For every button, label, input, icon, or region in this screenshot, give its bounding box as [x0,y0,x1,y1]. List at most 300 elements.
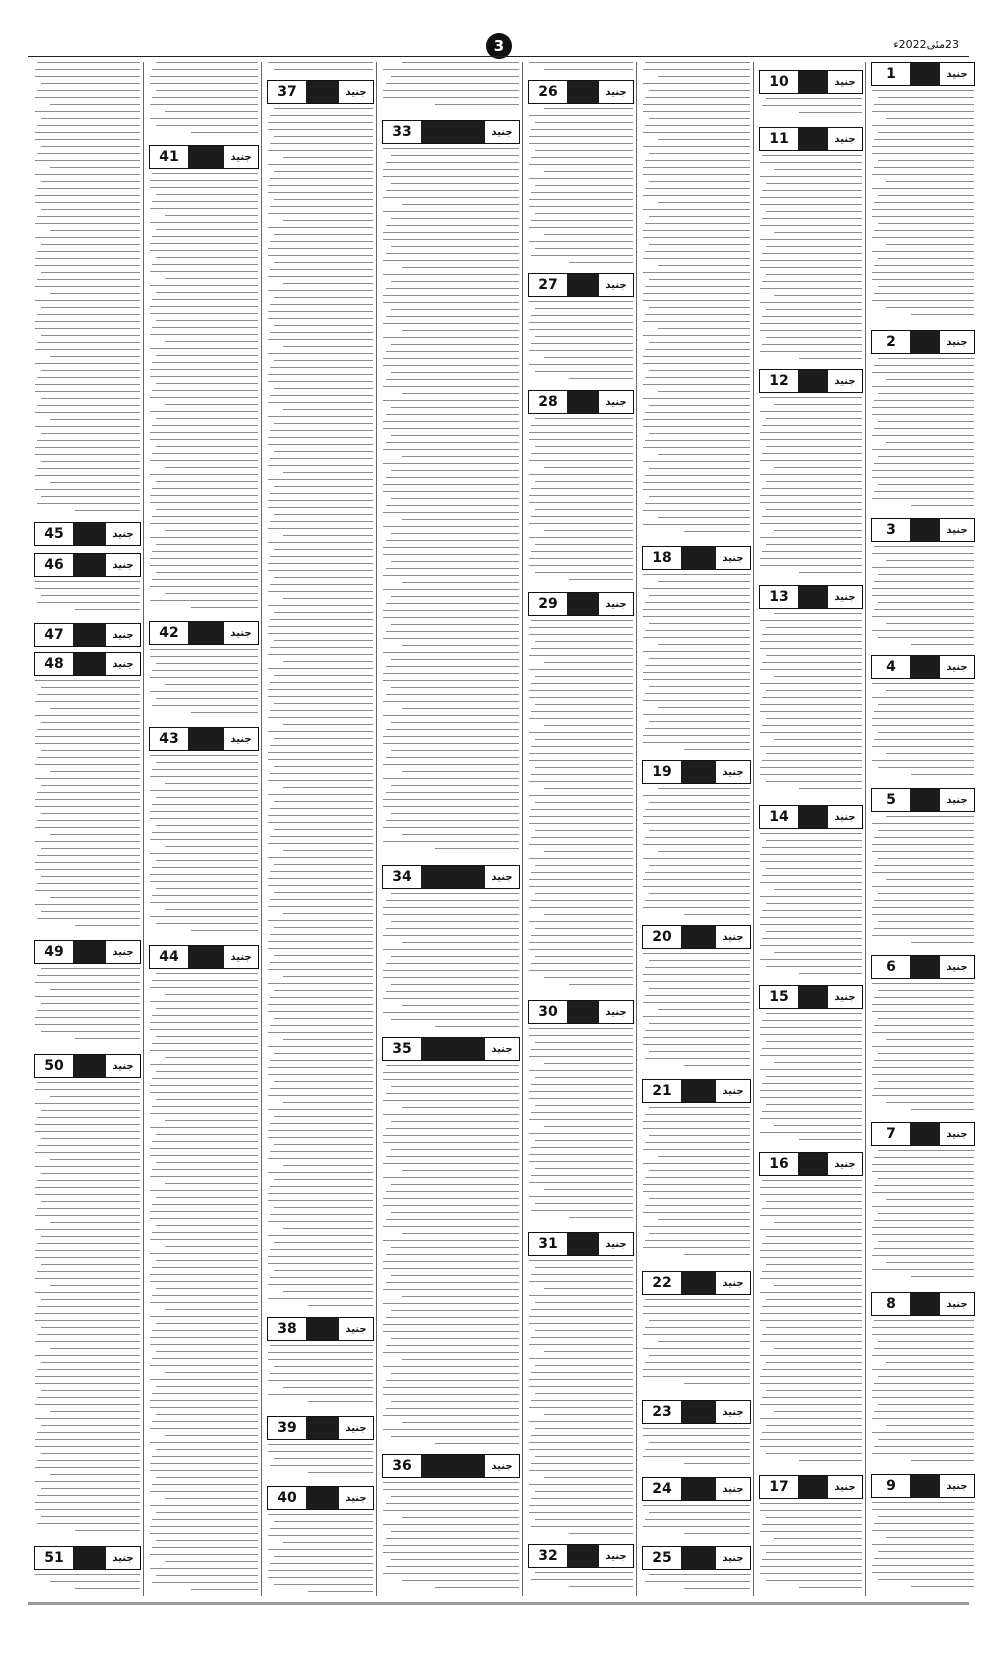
text-line [268,1004,373,1005]
text-line [383,358,519,359]
text-line [268,948,373,949]
text-line [41,83,140,84]
text-line [41,496,140,497]
text-line [649,1135,750,1136]
text-line [535,1105,633,1106]
text-line [268,381,373,382]
text-line [878,1081,974,1082]
text-line [760,1278,862,1279]
text-line [191,930,258,931]
header-bar [188,946,224,968]
article-text-block [383,1065,519,1450]
text-line [874,1348,974,1349]
text-line [268,633,373,634]
text-line [35,69,140,70]
text-line [402,942,519,943]
text-line [274,1116,373,1117]
text-line [760,204,862,205]
article-text-block [760,613,862,801]
item-header [642,1079,751,1103]
header-bar [798,71,828,93]
text-line [391,470,519,471]
text-line [760,746,862,747]
text-line [886,1199,974,1200]
text-line [274,1521,373,1522]
article-text-block [35,1574,140,1598]
text-line [762,316,862,317]
text-line [643,1428,750,1429]
text-line [649,960,750,961]
header-bar [73,1547,106,1569]
text-line [274,451,373,452]
text-line [274,1053,373,1054]
text-line [643,1212,750,1213]
text-line [268,479,373,480]
text-line [643,69,750,70]
text-line [774,952,862,953]
text-line [37,602,140,603]
item-header [528,1000,634,1024]
text-line [544,530,633,531]
text-line [383,463,519,464]
text-line [268,626,373,627]
text-line [150,586,258,587]
text-line [886,623,974,624]
text-line [645,900,750,901]
text-line [150,1022,258,1023]
text-line [270,1277,373,1278]
text-line [150,76,258,77]
text-line [872,174,974,175]
text-line [760,732,862,733]
text-line [762,1559,862,1560]
text-line [874,400,974,401]
text-line [391,813,519,814]
text-line [391,344,519,345]
text-line [35,1446,140,1447]
text-line [37,125,140,126]
text-line [531,516,633,517]
text-line [383,554,519,555]
text-line [150,853,258,854]
text-line [150,755,258,756]
text-line [35,489,140,490]
text-line [150,656,258,657]
text-line [529,886,633,887]
text-line [886,753,974,754]
item-number: 25 [643,1547,681,1569]
text-line [268,122,373,123]
article-text-block [872,983,974,1118]
text-line [41,1425,140,1426]
text-line [872,1453,974,1454]
text-line [760,239,862,240]
text-line [391,1373,519,1374]
text-line [762,488,862,489]
text-line [268,689,373,690]
text-line [643,1505,750,1506]
text-line [150,1379,258,1380]
text-line [762,453,862,454]
text-line [35,743,140,744]
text-line [886,1362,974,1363]
text-line [645,1114,750,1115]
header-bar [188,622,224,644]
text-line [152,1015,258,1016]
text-line [872,1327,974,1328]
text-line [150,439,258,440]
text-line [760,474,862,475]
text-line [268,941,373,942]
text-line [274,514,373,515]
header-bar [567,1233,599,1255]
text-line [529,970,633,971]
item-header [149,621,259,645]
text-line [150,776,258,777]
text-line [774,467,862,468]
item-number: 11 [760,128,798,150]
text-line [35,1215,140,1216]
text-line [35,412,140,413]
text-line [760,1383,862,1384]
text-line [150,1064,258,1065]
text-line [684,1383,750,1384]
text-line [268,248,373,249]
text-line [643,384,750,385]
text-line [50,1348,140,1349]
section-label: جنید [112,1552,134,1564]
text-line [274,738,373,739]
text-line [165,215,258,216]
text-line [760,1194,862,1195]
text-line [386,477,519,478]
text-line [872,470,974,471]
text-line [645,837,750,838]
section-label: جنید [605,1550,627,1562]
section-label: جنید [605,598,627,610]
text-line [37,729,140,730]
item-header [528,390,634,414]
text-line [760,924,862,925]
text-line [150,1092,258,1093]
text-line [402,1517,519,1518]
text-line [762,1369,862,1370]
text-line [760,641,862,642]
text-line [878,358,974,359]
text-line [165,1120,258,1121]
text-line [529,178,633,179]
article-text-block [35,968,140,1050]
text-line [766,1236,862,1237]
text-line [383,680,519,681]
text-line [383,69,519,70]
text-line [50,834,140,835]
article-text-block [529,108,633,269]
text-line [531,1372,633,1373]
text-line [774,889,862,890]
text-line [156,1162,258,1163]
text-line [643,1191,750,1192]
text-line [760,162,862,163]
item-number: 19 [643,761,681,783]
header-bar [567,593,599,615]
column-5 [380,62,522,1598]
text-line [268,507,373,508]
text-line [874,997,974,998]
text-line [383,736,519,737]
article-text-block [150,755,258,941]
text-line [544,1063,633,1064]
text-line [531,1526,633,1527]
text-line [762,344,862,345]
text-line [152,1582,258,1583]
text-line [386,83,519,84]
text-line [760,861,862,862]
text-line [41,370,140,371]
text-line [156,125,258,126]
header-bar [306,81,339,103]
text-line [41,1390,140,1391]
text-line [760,502,862,503]
text-line [37,855,140,856]
text-line [643,953,750,954]
text-line [283,913,373,914]
text-line [872,251,974,252]
text-line [645,160,750,161]
header-bar [798,586,828,608]
item-header [267,80,374,104]
section-label: جنید [491,126,513,138]
text-line [760,1439,862,1440]
header-bar [681,1547,716,1569]
header-bar [798,806,828,828]
text-line [529,1512,633,1513]
text-line [383,1177,519,1178]
article-text-block [529,1028,633,1228]
article-text-block [643,1505,750,1542]
item-number: 43 [150,728,188,750]
text-line [774,169,862,170]
text-line [878,160,974,161]
text-line [529,495,633,496]
text-line [391,921,519,922]
article-text-block [529,418,633,588]
text-line [50,1285,140,1286]
section-label: جنید [345,86,367,98]
text-line [535,509,633,510]
text-line [35,1418,140,1419]
text-line [760,1376,862,1377]
text-line [760,288,862,289]
text-line [684,749,750,750]
section-label: جنید [722,766,744,778]
column-separator [376,62,377,1596]
text-line [274,486,373,487]
text-line [569,1533,633,1534]
text-line [535,572,633,573]
text-line [383,484,519,485]
text-line [274,69,373,70]
item-header [267,1486,374,1510]
text-line [766,1362,862,1363]
text-line [150,222,258,223]
text-line [35,1103,140,1104]
text-line [529,879,633,880]
text-line [383,148,519,149]
section-label: جنید [605,1006,627,1018]
text-line [760,1250,862,1251]
text-line [766,1517,862,1518]
text-line [383,97,519,98]
text-line [274,990,373,991]
text-line [152,1330,258,1331]
text-line [531,1210,633,1211]
text-line [152,327,258,328]
header-bar [73,1055,106,1077]
text-line [544,788,633,789]
text-line [760,1132,862,1133]
header-bar [306,1417,339,1439]
column-separator [143,62,144,1596]
text-line [383,778,519,779]
text-line [762,1271,862,1272]
text-line [35,1383,140,1384]
text-line [535,1168,633,1169]
article-text-block [872,358,974,514]
text-line [531,343,633,344]
item-number: 24 [643,1478,681,1500]
text-line [649,623,750,624]
text-line [645,286,750,287]
text-line [760,1090,862,1091]
text-line [274,1366,373,1367]
text-line [41,461,140,462]
text-line [649,1198,750,1199]
text-line [645,967,750,968]
text-line [544,851,633,852]
text-line [386,1219,519,1220]
text-line [35,778,140,779]
section-label: جنید [345,1492,367,1504]
text-line [383,400,519,401]
text-line [270,962,373,963]
text-line [649,1233,750,1234]
text-line [874,609,974,610]
text-line [270,1214,373,1215]
text-line [643,672,750,673]
text-line [150,334,258,335]
text-line [270,1151,373,1152]
text-line [684,1463,750,1464]
item-number: 33 [383,121,421,143]
text-line [268,780,373,781]
text-line [150,1050,258,1051]
text-line [270,1373,373,1374]
text-line [152,1141,258,1142]
text-line [766,309,862,310]
article-text-block [35,680,140,936]
text-line [649,1574,750,1575]
section-label: جنید [834,1481,856,1493]
text-line [760,1341,862,1342]
item-header [642,925,751,949]
text-line [762,551,862,552]
text-line [872,216,974,217]
header-bar [681,1272,716,1294]
text-line [529,844,633,845]
text-line [35,1439,140,1440]
text-line [529,1056,633,1057]
text-line [643,293,750,294]
text-line [645,62,750,63]
text-line [268,164,373,165]
text-line [645,665,750,666]
text-line [766,1013,862,1014]
text-line [878,1213,974,1214]
text-line [762,516,862,517]
text-line [643,1435,750,1436]
text-line [274,423,373,424]
section-label: جنید [722,1085,744,1097]
text-line [383,274,519,275]
text-line [268,1200,373,1201]
header-bar [910,1475,940,1497]
text-line [35,869,140,870]
text-line [156,1575,258,1576]
text-line [270,1088,373,1089]
text-line [274,1018,373,1019]
text-line [268,843,373,844]
text-line [872,449,974,450]
text-line [872,1369,974,1370]
section-label: جنید [722,1552,744,1564]
text-line [37,1369,140,1370]
text-line [760,1229,862,1230]
item-number: 15 [760,986,798,1008]
text-line [643,858,750,859]
text-line [886,690,974,691]
text-line [270,1025,373,1026]
text-line [760,1069,862,1070]
text-line [270,241,373,242]
text-line [643,258,750,259]
text-line [872,209,974,210]
text-line [150,1526,258,1527]
text-line [383,610,519,611]
text-line [529,301,633,302]
text-line [150,1127,258,1128]
section-label: جنید [946,1480,968,1492]
text-line [535,185,633,186]
text-line [535,739,633,740]
text-line [886,379,974,380]
text-line [386,442,519,443]
section-label: جنید [345,1323,367,1335]
text-line [37,1397,140,1398]
text-line [658,707,750,708]
text-line [529,949,633,950]
text-line [268,654,373,655]
article-text-block [760,397,862,581]
item-header [759,985,863,1009]
section-label: جنید [345,1422,367,1434]
text-line [391,1247,519,1248]
text-line [41,433,140,434]
text-line [37,216,140,217]
section-label: جنید [834,1158,856,1170]
text-line [41,335,140,336]
text-line [41,146,140,147]
